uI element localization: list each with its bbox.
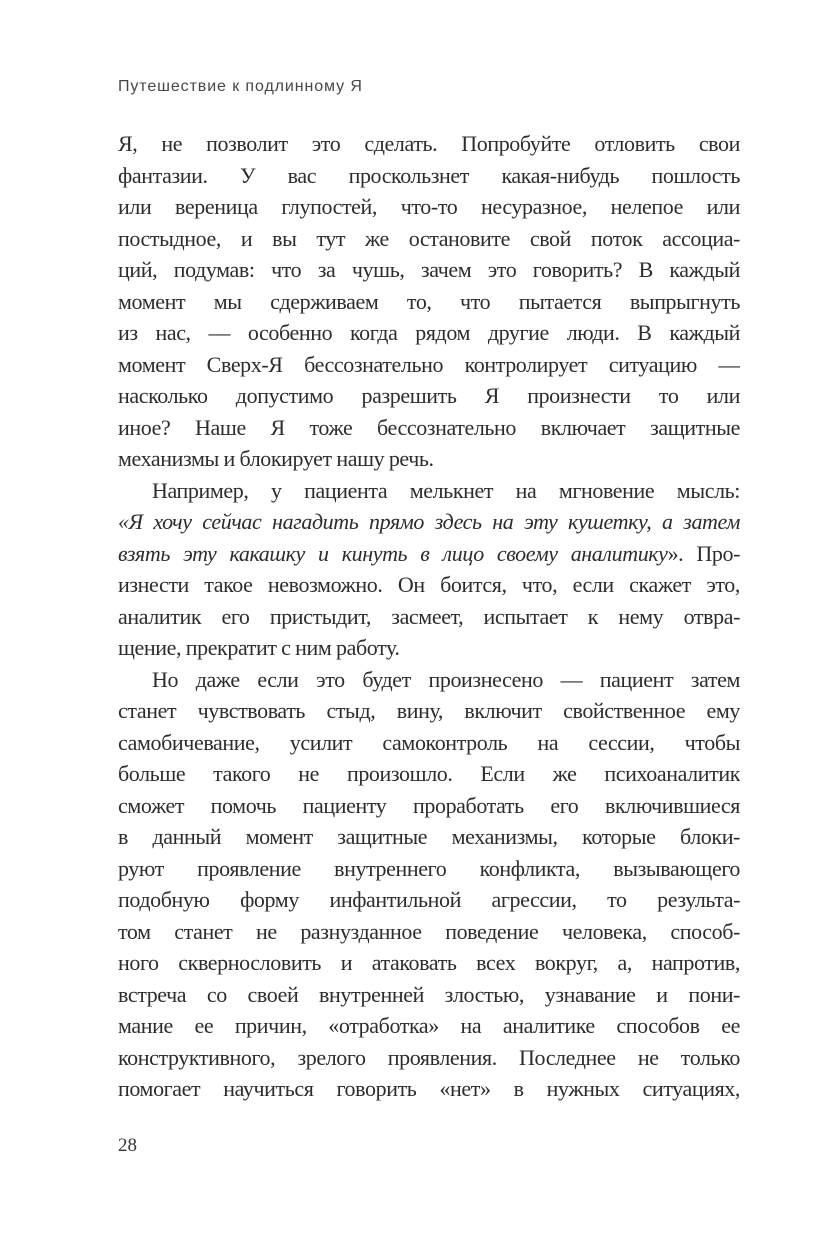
text-line <box>118 506 740 538</box>
text-line: станет чувствовать стыд, вину, включит свойственное ему <box>118 698 740 723</box>
text-line: мание ее причин, «отработка» на аналитике способов ее <box>118 1013 740 1038</box>
paragraph <box>118 128 740 475</box>
text-line: постыдное, и вы тут же остановите свой поток ассоциа- <box>118 225 740 251</box>
text-line: Но даже если это будет произнесено — пациент затем <box>152 666 740 692</box>
text-line: ного сквернословить и атаковать всех вокруг, а, напротив, <box>118 950 740 975</box>
text-run: ». Про- <box>667 540 740 566</box>
text-line <box>118 538 740 570</box>
text-line: самобичевание, усилит самоконтроль на сессии, чтобы <box>118 729 740 755</box>
text-line: в данный момент защитные механизмы, которые блоки- <box>118 824 740 849</box>
quote-italic-text: взять эту какашку и кинуть в лицо своему аналитику <box>118 540 668 566</box>
text-line: щение, прекратит с ним работу. <box>118 635 400 660</box>
running-header: Путешествие к подлинному Я <box>118 78 363 95</box>
text-line: насколько допустимо разрешить Я произнести то или <box>118 383 740 408</box>
text-line: том станет не разнузданное поведение человека, способ- <box>118 918 740 944</box>
text-line: конструктивного, зрелого проявления. Последнее не только <box>118 1044 740 1070</box>
text-line: из нас, — особенно когда рядом другие люди. В каждый <box>118 320 740 345</box>
text-line: изнести такое невозможно. Он боится, что, если скажет это, <box>118 572 740 597</box>
text-line: или вереница глупостей, что-то несуразное, нелепое или <box>118 194 740 219</box>
body-text <box>118 128 740 1105</box>
text-line: аналитик его пристыдит, засмеет, испытает к нему отвра- <box>118 603 740 629</box>
text-line: подобную форму инфантильной агрессии, то результа- <box>118 887 740 912</box>
text-line: помогает научиться говорить «нет» в нужных ситуациях, <box>118 1076 740 1101</box>
text-line: фантазии. У вас проскользнет какая-нибудь пошлость <box>118 162 740 188</box>
text-line: момент Сверх-Я бессознательно контролирует ситуацию — <box>118 351 740 377</box>
text-line: ций, подумав: что за чушь, зачем это говорить? В каждый <box>118 257 740 282</box>
text-line: больше такого не произошло. Если же психоаналитик <box>118 761 740 786</box>
text-line: Я, не позволит это сделать. Попробуйте отловить свои <box>118 131 740 156</box>
paragraph <box>118 664 740 1105</box>
text-line: сможет помочь пациенту проработать его включившиеся <box>118 792 740 818</box>
text-line: встреча со своей внутренней злостью, узнавание и пони- <box>118 981 740 1007</box>
text-line: момент мы сдерживаем то, что пытается выпрыгнуть <box>118 288 740 314</box>
text-line: руют проявление внутреннего конфликта, вызывающего <box>118 855 740 881</box>
paragraph <box>118 475 740 664</box>
text-line: иное? Наше Я тоже бессознательно включает защитные <box>118 414 740 440</box>
text-line: механизмы и блокирует нашу речь. <box>118 446 434 471</box>
quote-italic-text: «Я хочу сейчас нагадить прямо здесь на эту кушетку, а затем <box>118 509 740 534</box>
text-line: Например, у пациента мелькнет на мгновение мысль: <box>152 477 740 503</box>
page-number: 28 <box>118 1135 137 1156</box>
